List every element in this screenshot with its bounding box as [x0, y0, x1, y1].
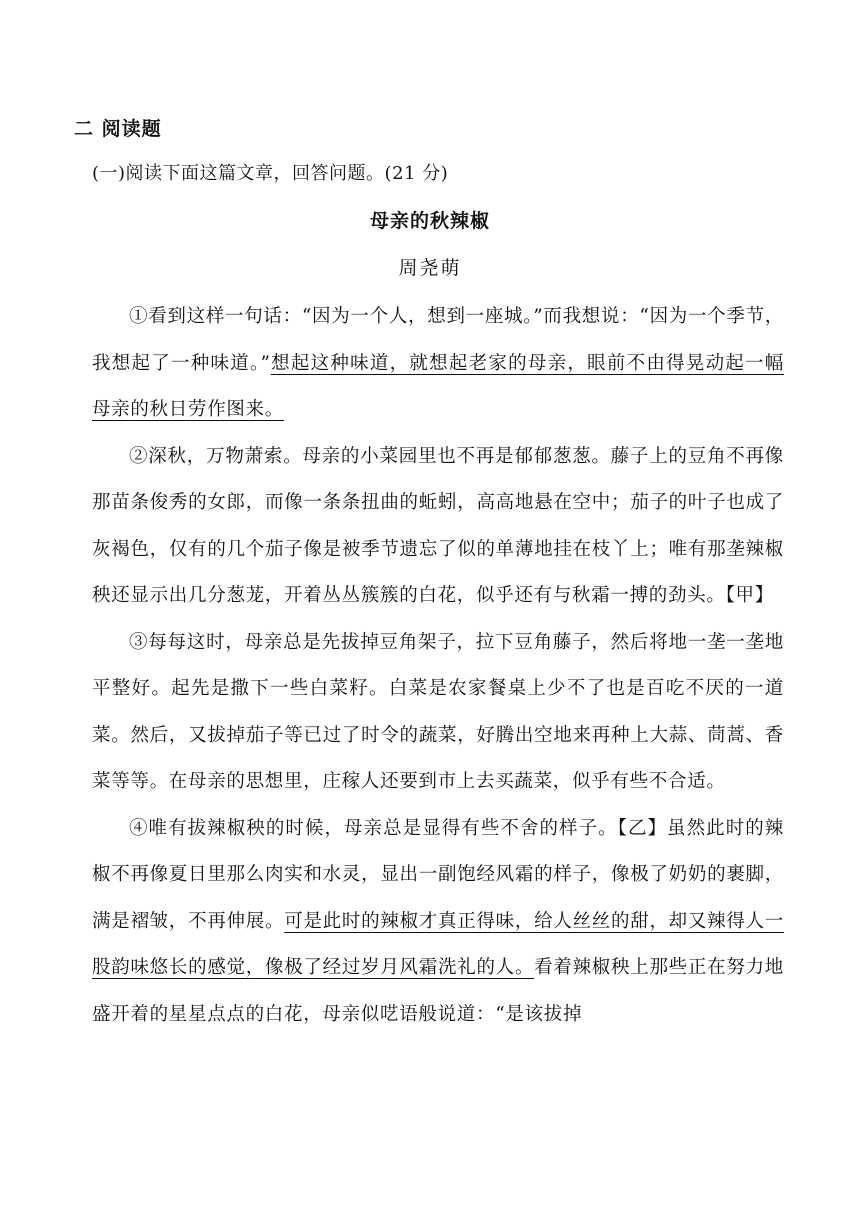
article-author: 周尧萌 [398, 257, 462, 279]
paragraph-text: ③每每这时，母亲总是先拔掉豆角架子，拉下豆角藤子，然后将地一垄一垄地平整好。起先是撒下一些白菜籽。白菜是农家餐桌上少不了也是百吃不厌的一道菜。然后，又拔掉茄子等已过了时令的蔬菜，好腾出空地来再种上大蒜、茼蒿、香菜等等。在母亲的思想里，庄稼人还要到市上去买蔬菜，似乎有些不合适。 [92, 631, 784, 792]
article-title: 母亲的秋辣椒 [369, 210, 490, 232]
section-heading: 二 阅读题 [74, 118, 162, 140]
paragraph-text: ④唯有拔辣椒秧的时候，母亲总是显得有些不舍的样子。【乙】虽然此时的辣椒不再像夏日里那么肉实和水灵，显出一副饱经风霜的样子，像极了奶奶的裹脚，满是褶皱，不再伸展。 [92, 817, 784, 932]
paragraph-text: ①看到这样一句话：“因为一个人，想到一座城。”而我想说：“因为一个季节，我想起了一种味道。” [92, 306, 784, 374]
underlined-sentence: 可是此时的辣椒才真正得味，给人丝丝的甜，却又辣得人一股韵味悠长的感觉，像极了经过岁月风霜洗礼的人。 [92, 910, 784, 978]
paragraph-3 [92, 620, 784, 806]
paragraph-text: ②深秋，万物萧索。母亲的小菜园里也不再是郁郁葱葱。藤子上的豆角不再像那苗条俊秀的女郎，而像一条条扭曲的蚯蚓，高高地悬在空中；茄子的叶子也成了灰褐色，仅有的几个茄子像是被季节遗忘了似的单薄地挂在枝丫上；唯有那垄辣椒秧还显示出几分葱茏，开着丛丛簇簇的白花，似乎还有与秋霜一搏的劲头。【甲】 [92, 445, 784, 606]
underlined-sentence: 想起这种味道，就想起老家的母亲，眼前不由得晃动起一幅母亲的秋日劳作图来。 [92, 352, 784, 420]
paragraph-1 [92, 294, 784, 434]
article-body [92, 294, 784, 1038]
paragraph-2 [92, 434, 784, 620]
paragraph-4 [92, 806, 784, 1039]
paragraph-text: 看着辣椒秧上那些正在努力地盛开着的星星点点的白花，母亲似呓语般说道：“是该拔掉 [92, 957, 784, 1025]
reading-instruction: (一)阅读下面这篇文章，回答问题。(21 分) [92, 163, 449, 184]
